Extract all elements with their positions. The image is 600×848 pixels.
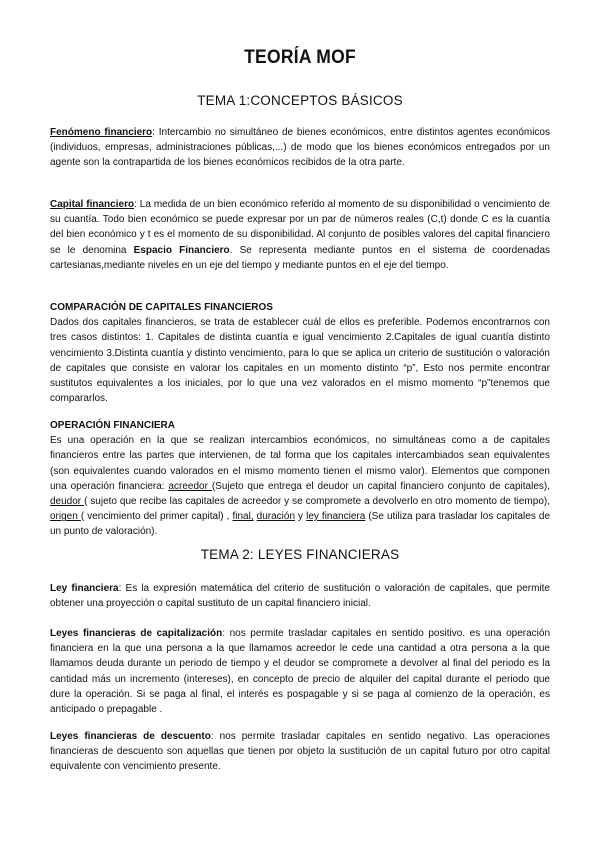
term-ley-financiera: ley financiera xyxy=(306,511,366,523)
section-title-tema-2: TEMA 2: LEYES FINANCIERAS xyxy=(200,547,400,562)
section-body-text: ( sujeto que recibe las capitales de acreedor y se compromete a devolverlo en otro momento de tiempo), xyxy=(84,496,550,508)
section-body-text: (Se utiliza para trasladar los capitales de un punto de valoración). xyxy=(50,511,551,538)
paragraph-leyes-capitalizacion xyxy=(50,626,550,717)
term-fenomeno-financiero: Fenómeno financiero xyxy=(50,127,153,138)
section-heading-comparacion: COMPARACIÓN DE CAPITALES FINANCIEROS xyxy=(50,302,273,313)
definition-text: : nos permite trasladar capitales en sentido positivo. es una operación financiera en la que una persona a la que llamamos acreedor le cede una cantidad a otra persona a la que llamamos deuda durante un periodo de tiempo y el deudor se compromete a devolver al final del periodo es la cantidad más un incremento (intereses), en concepto de precio de alquiler del capital durante el periodo que dure la operación. Si se paga al final, el interés es pospagable y si se paga al comienzo de la operación, es anticipado o prepagable . xyxy=(50,628,551,716)
section-body-text: Es una operación en la que se realizan intercambios económicos, no simultáneas como a de capitales financieros entre las partes que intervienen, de tal forma que los capitales intercambiados sean equivalentes (son equivalentes cuando valorados en el mismo momento tienen el mismo valor). Elementos que componen una operación financiera: xyxy=(50,435,550,492)
paragraph-capital-financiero xyxy=(50,197,550,273)
definition-text: : Intercambio no simultáneo de bienes económicos, entre distintos agentes económicos (individuos, empresas, administraciones públicas,...) de modo que los bienes económicos entregados por un agente son la contrapartida de los bienes económicos recibidos de la otra parte. xyxy=(50,127,550,169)
term-espacio-financiero: Espacio Financiero xyxy=(133,244,230,256)
section-body-text: y xyxy=(295,511,307,523)
section-body-text: Dados dos capitales financieros, se trata de establecer cuál de ellos es preferible. Podemos encontrarnos con tres casos distintos: 1. Capitales de distinta cuantía e igual vencimiento 2.Capitales de igual cuantía distinto vencimiento 3.Distinta cuantía y distinto vencimiento, para lo que se aplica un criterio de sustitución o valoración de capitales que consiste en valorar los capitales en un momento distinto “p”, Esto nos permite encontrar sustitutos equivalentes a los iniciales, por lo que una vez valorados en el mismo momento “p”tenemos que compararlos. xyxy=(50,317,550,405)
term-capital-financiero: Capital financiero xyxy=(50,199,135,210)
paragraph-fenomeno-financiero xyxy=(50,125,550,171)
section-body-text: (Sujeto que entrega el deudor un capital financiero conjunto de capitales), xyxy=(211,480,551,492)
definition-text: : nos permite trasladar capitales en sentido negativo. Las operaciones financieras de descuento son aquellas que tienen por objeto la sustitución de un capital futuro por otro capital equivalente con vencimiento presente. xyxy=(50,731,551,773)
definition-text: : Es la expresión matemática del criterio de sustitución o valoración de capitales, que permite obtener una proyección o capital sustituto de un capital financiero inicial. xyxy=(50,583,550,610)
term-acreedor: acreedor xyxy=(168,480,212,492)
term-leyes-descuento: Leyes financieras de descuento xyxy=(50,731,211,742)
term-ley-financiera-def: Ley financiera xyxy=(50,583,119,594)
section-operacion-financiera xyxy=(50,418,550,540)
paragraph-leyes-descuento xyxy=(50,729,550,775)
section-body-text: ( vencimiento del primer capital) , xyxy=(80,511,233,523)
section-title-tema-1: TEMA 1:CONCEPTOS BÁSICOS xyxy=(197,93,403,108)
term-final: final, xyxy=(232,511,254,523)
section-comparacion-capitales xyxy=(50,300,550,406)
term-leyes-capitalizacion: Leyes financieras de capitalización xyxy=(50,628,223,639)
paragraph-ley-financiera xyxy=(50,581,550,611)
document-title: TEORÍA MOF xyxy=(244,47,356,68)
term-origen: origen xyxy=(50,511,81,523)
term-deudor: deudor xyxy=(50,496,85,508)
definition-text: : La medida de un bien económico referido al momento de su disponibilidad o vencimiento de su cuantía. Todo bien económico se puede expresar por un par de números reales (C,t) donde C es la cuantía del bien económico y t es el momento de su disponibilidad. Al conjunto de posibles valores del capital financiero se le denomina xyxy=(50,199,550,256)
definition-text: . Se representa mediante puntos en el sistema de coordenadas cartesianas,mediante niveles en un eje del tiempo y mediante puntos en el eje del tiempo. xyxy=(50,244,551,271)
term-duracion: duración xyxy=(256,511,296,523)
section-heading-operacion: OPERACIÓN FINANCIERA xyxy=(50,420,176,431)
